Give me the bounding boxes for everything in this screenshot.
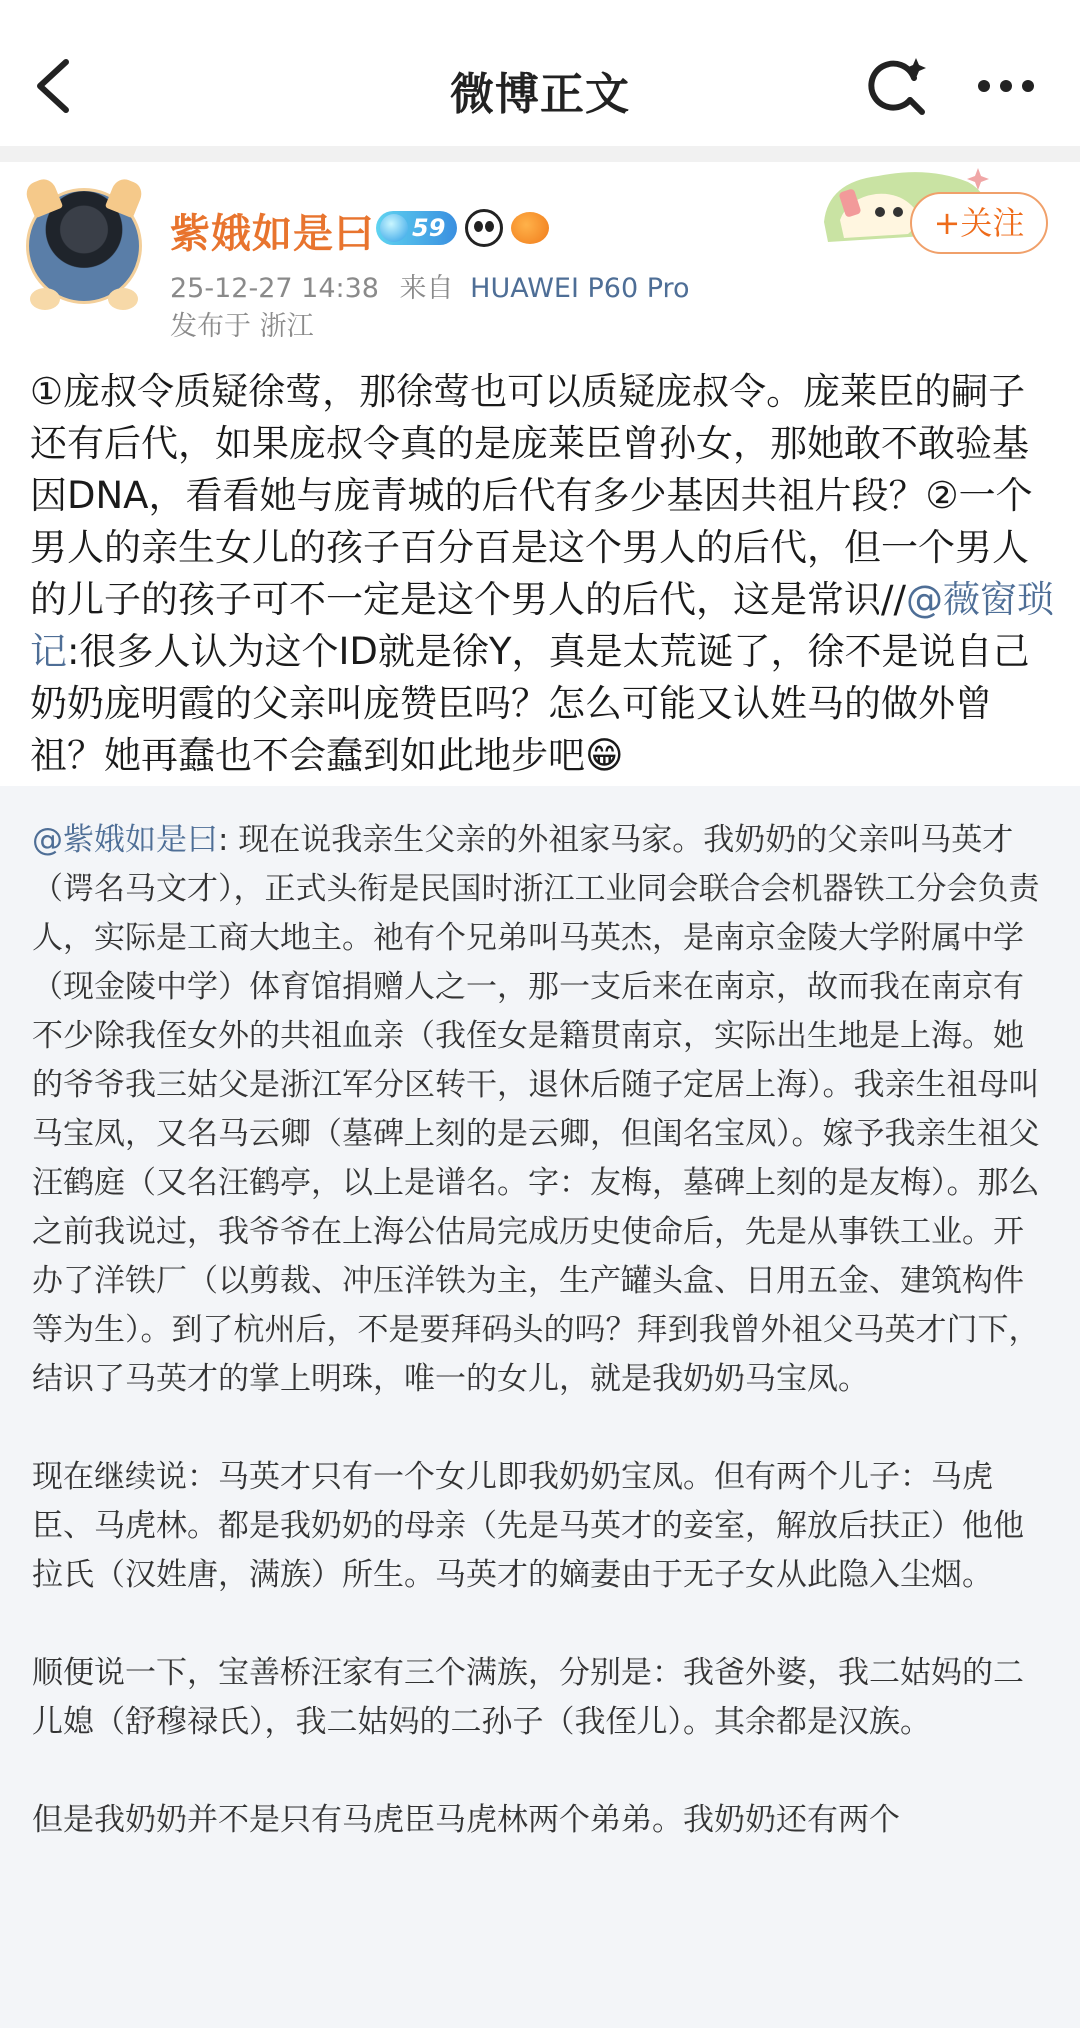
post-body [30, 366, 1054, 782]
from-label: 来自 [399, 273, 454, 304]
author-name[interactable]: 紫娥如是曰 [170, 211, 375, 257]
device-name: HUAWEI P60 Pro [470, 273, 690, 304]
post-text-part1: ①庞叔令质疑徐莺，那徐莺也可以质疑庞叔令。庞莱臣的嗣子还有后代，如果庞叔令真的是庞莱臣曾孙女，那她敢不敢验基因DNA，看看她与庞青城的后代有多少基因共祖片段？②一个男人的亲生女儿的孩子百分百是这个男人的后代，但一个男人的儿子的孩子可不一定是这个男人的后代，这是常识// [30, 370, 1033, 621]
post-meta [170, 266, 690, 305]
author-badges [376, 206, 549, 250]
avatar[interactable] [26, 188, 142, 304]
page-title: 微博正文 [450, 69, 630, 120]
post-location: 发布于 浙江 [170, 311, 314, 342]
author-header [0, 162, 1080, 352]
nav-divider [0, 146, 1080, 162]
post-timestamp: 25-12-27 14:38 [170, 273, 379, 304]
level-badge-number: 59 [412, 214, 446, 242]
reposted-paragraph-1-text: : 现在说我亲生父亲的外祖家马家。我奶奶的父亲叫马英才（谔名马文才），正式头衔是民国时浙江工业同会联合会机器铁工分会负责人，实际是工商大地主。祂有个兄弟叫马英杰，是南京金陵大学附属中学（现金陵中学）体育馆捐赠人之一，那一支后来在南京，故而我在南京有不少除我侄女外的共祖血亲（我侄女是籍贯南京，实际出生地是上海。她的爷爷我三姑父是浙江军分区转干，退休后随子定居上海）。我亲生祖母叫马宝凤，又名马云卿（墓碑上刻的是云卿，但闺名宝凤）。嫁予我亲生祖父汪鹤庭（又名汪鹤亭，以上是谱名。字：友梅，墓碑上刻的是友梅）。那么之前我说过，我爷爷在上海公估局完成历史使命后，先是从事铁工业。开办了洋铁厂（以剪裁、冲压洋铁为主，生产罐头盒、日用五金、建筑构件等为生）。到了杭州后，不是要拜码头的吗？拜到我曾外祖父马英才门下，结识了马英才的掌上明珠，唯一的女儿，就是我奶奶马宝凤。 [32, 822, 1040, 1397]
follow-button[interactable]: +关注 [910, 192, 1048, 254]
reposted-paragraph-1 [32, 816, 1052, 1404]
post-text-part2: :很多人认为这个ID就是徐Y，真是太荒诞了，徐不是说自己奶奶庞明霞的父亲叫庞赞臣吗？怎么可能又认姓马的做外曾祖？她再蠢也不会蠢到如此地步吧😁 [30, 630, 1030, 777]
avatar-frame-paw-left [30, 288, 60, 310]
reposted-paragraph-4: 但是我奶奶并不是只有马虎臣马虎林两个弟弟。我奶奶还有两个 [32, 1802, 900, 1838]
reposted-author-mention[interactable]: @紫娥如是曰 [32, 822, 218, 858]
search-sparkle-icon[interactable] [866, 56, 928, 118]
reposted-paragraph-2: 现在继续说：马英才只有一个女儿即我奶奶宝凤。但有两个儿子：马虎臣、马虎林。都是我奶奶的母亲（先是马英才的妾室，解放后扶正）他他拉氏（汉姓唐，满族）所生。马英才的嫡妻由于无子女从此隐入尘烟。 [32, 1459, 1024, 1593]
fish-icon[interactable] [511, 212, 549, 244]
level-badge[interactable] [376, 211, 457, 245]
reposted-paragraph-3: 顺便说一下，宝善桥汪家有三个满族，分别是：我爸外婆，我二姑妈的二儿媳（舒穆禄氏），我二姑妈的二孙子（我侄儿）。其余都是汉族。 [32, 1655, 1024, 1740]
reposted-text [32, 816, 1052, 1894]
mention-link[interactable]: @薇窗琐记 [30, 578, 1054, 673]
panda-icon[interactable] [465, 209, 503, 247]
top-nav-bar [0, 0, 1080, 146]
reposted-content[interactable] [0, 786, 1080, 2028]
avatar-frame-paw-right [108, 288, 138, 310]
level-gem-icon [380, 214, 408, 242]
post-text [30, 366, 1054, 782]
more-dots-icon[interactable] [976, 78, 1036, 94]
